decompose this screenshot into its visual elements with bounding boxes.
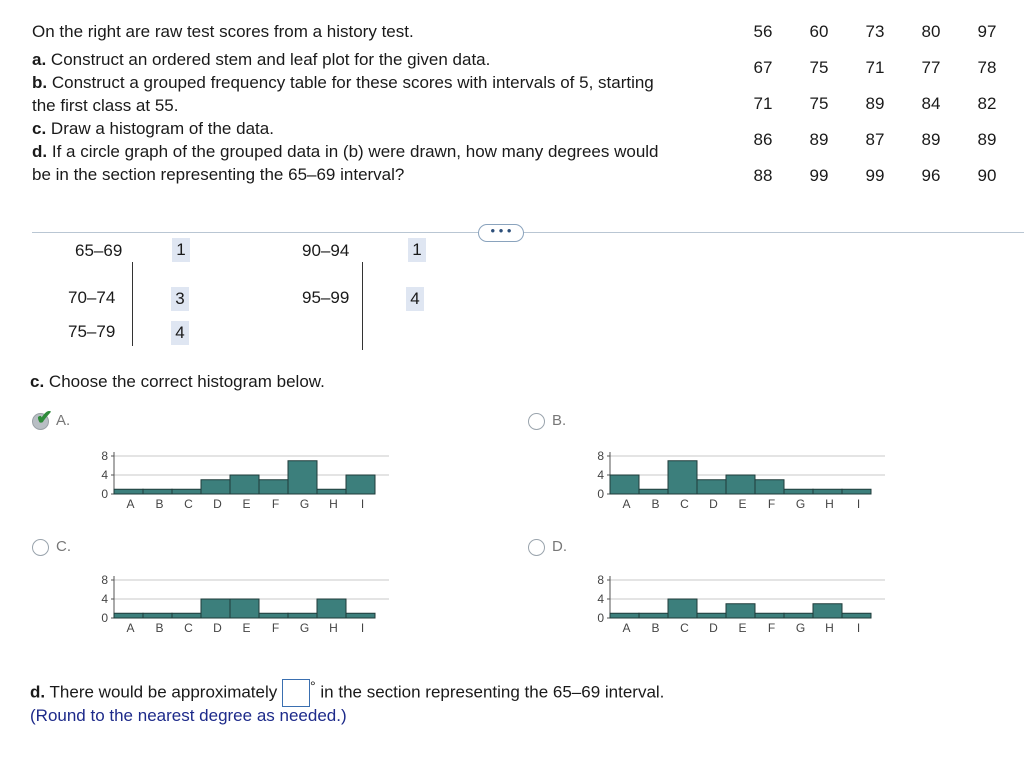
option-a-label: A.: [56, 412, 71, 429]
scores-row: [740, 22, 1020, 58]
x-category-label: A: [622, 497, 631, 511]
x-category-label: I: [360, 497, 365, 511]
score-cell: 82: [977, 94, 997, 113]
question-d-cont: be in the section representing the 65–69 interval?: [32, 165, 405, 184]
table-divider: [362, 262, 363, 350]
freq-value: 3: [171, 287, 189, 311]
histogram-bar: [259, 480, 288, 494]
freq-value: 4: [406, 287, 424, 311]
histogram-bar: [172, 613, 201, 618]
score-cell: 89: [865, 94, 885, 113]
histogram-bar: [813, 489, 842, 494]
x-category-label: A: [622, 621, 631, 635]
part-c-text: Choose the correct histogram below.: [48, 372, 325, 391]
freq-value: 4: [171, 321, 189, 345]
histogram-bar: [755, 480, 784, 494]
histogram-bar: [610, 475, 639, 494]
question-c-text: Draw a histogram of the data.: [50, 119, 274, 138]
score-cell: 99: [809, 166, 829, 185]
histogram-bar: [288, 613, 317, 618]
correct-check-icon: ✔: [36, 407, 53, 429]
x-category-label: E: [738, 621, 747, 635]
x-category-label: G: [795, 621, 806, 635]
freq-value: 1: [408, 238, 426, 262]
question-b: [32, 71, 654, 94]
question-d-label: d.: [32, 142, 48, 161]
score-cell: 99: [865, 166, 885, 185]
x-category-label: C: [680, 497, 689, 511]
y-tick-label: 8: [101, 449, 108, 463]
x-category-label: F: [767, 497, 776, 511]
degrees-answer-input[interactable]: [282, 679, 310, 707]
x-category-label: H: [825, 497, 834, 511]
question-d: [32, 140, 659, 163]
part-d-label: d.: [30, 682, 46, 702]
section-divider: [32, 232, 1024, 233]
y-tick-label: 4: [597, 592, 604, 606]
y-tick-label: 4: [101, 592, 108, 606]
expand-button[interactable]: • • •: [478, 224, 524, 242]
score-cell: 56: [753, 22, 773, 41]
x-category-label: E: [242, 621, 251, 635]
x-category-label: D: [709, 497, 718, 511]
freq-label: 70–74: [68, 288, 116, 307]
x-category-label: D: [213, 497, 222, 511]
histogram-bar: [842, 613, 871, 618]
x-category-label: H: [825, 621, 834, 635]
score-cell: 90: [977, 166, 997, 185]
clipped-table-row: [0, 240, 1024, 262]
freq-label: 95–99: [302, 288, 350, 307]
question-a: [32, 48, 490, 71]
x-category-label: I: [856, 621, 861, 635]
histogram-bar: [610, 613, 639, 618]
score-cell: 87: [865, 130, 885, 149]
option-d-radio[interactable]: [528, 539, 545, 556]
x-category-label: G: [299, 497, 310, 511]
histogram-bar: [230, 475, 259, 494]
option-c-radio[interactable]: [32, 539, 49, 556]
score-cell: 73: [865, 22, 885, 41]
question-d-text: If a circle graph of the grouped data in (b) were drawn, how many degrees would: [51, 142, 659, 161]
histogram-bar: [755, 613, 784, 618]
x-category-label: B: [651, 497, 660, 511]
histogram-bar: [813, 604, 842, 618]
score-cell: 89: [809, 130, 829, 149]
score-cell: 60: [809, 22, 829, 41]
part-d-line: [30, 676, 664, 707]
scores-row: [740, 130, 1020, 166]
freq-label: 75–79: [68, 322, 116, 341]
histogram-option-a[interactable]: [80, 440, 390, 530]
score-cell: 75: [809, 94, 829, 113]
x-category-label: E: [738, 497, 747, 511]
x-category-label: F: [271, 621, 280, 635]
histogram-bar: [697, 613, 726, 618]
x-category-label: G: [299, 621, 310, 635]
x-category-label: G: [795, 497, 806, 511]
histogram-bar: [317, 599, 346, 618]
x-category-label: E: [242, 497, 251, 511]
histogram-bar: [784, 489, 813, 494]
scores-row: [740, 58, 1020, 94]
score-cell: 75: [809, 58, 829, 77]
y-tick-label: 0: [101, 487, 108, 501]
histogram-bar: [668, 599, 697, 618]
histogram-bar: [143, 613, 172, 618]
histogram-bar: [668, 461, 697, 494]
score-cell: 89: [921, 130, 941, 149]
option-b-radio[interactable]: [528, 413, 545, 430]
histogram-bar: [114, 613, 143, 618]
question-b-cont: the first class at 55.: [32, 96, 179, 115]
score-cell: 97: [977, 22, 997, 41]
x-category-label: D: [213, 621, 222, 635]
histogram-bar: [230, 599, 259, 618]
histogram-bar: [346, 475, 375, 494]
x-category-label: F: [271, 497, 280, 511]
histogram-option-d[interactable]: [576, 564, 886, 654]
y-tick-label: 4: [101, 468, 108, 482]
score-cell: 67: [753, 58, 773, 77]
x-category-label: H: [329, 497, 338, 511]
question-b-label: b.: [32, 73, 48, 92]
scores-grid: [740, 22, 1020, 202]
x-category-label: A: [126, 621, 135, 635]
histogram-bar: [143, 489, 172, 494]
histogram-bar: [726, 604, 755, 618]
option-b-label: B.: [552, 412, 567, 429]
score-cell: 86: [753, 130, 773, 149]
x-category-label: H: [329, 621, 338, 635]
y-tick-label: 4: [597, 468, 604, 482]
part-d-after: in the section representing the 65–69 interval.: [320, 682, 665, 702]
table-divider: [132, 262, 133, 346]
histogram-bar: [346, 613, 375, 618]
x-category-label: I: [856, 497, 861, 511]
scores-row: [740, 166, 1020, 202]
question-a-label: a.: [32, 50, 47, 69]
histogram-bar: [172, 489, 201, 494]
x-category-label: B: [155, 621, 164, 635]
x-category-label: D: [709, 621, 718, 635]
histogram-bar: [259, 613, 288, 618]
histogram-bar: [784, 613, 813, 618]
score-cell: 89: [977, 130, 997, 149]
question-c-label: c.: [32, 119, 47, 138]
histogram-option-c[interactable]: [80, 564, 390, 654]
degree-symbol: °: [310, 679, 316, 695]
histogram-option-b[interactable]: [576, 440, 886, 530]
histogram-bar: [639, 489, 668, 494]
rounding-hint: (Round to the nearest degree as needed.): [30, 706, 347, 725]
question-intro: On the right are raw test scores from a history test.: [32, 22, 414, 41]
x-category-label: A: [126, 497, 135, 511]
score-cell: 84: [921, 94, 941, 113]
x-category-label: I: [360, 621, 365, 635]
score-cell: 80: [921, 22, 941, 41]
part-c-label: c.: [30, 372, 45, 391]
histogram-bar: [726, 475, 755, 494]
x-category-label: F: [767, 621, 776, 635]
histogram-bar: [317, 489, 346, 494]
question-a-text: Construct an ordered stem and leaf plot for the given data.: [50, 50, 491, 69]
x-category-label: B: [651, 621, 660, 635]
freq-value: 1: [172, 238, 190, 262]
score-cell: 71: [865, 58, 885, 77]
score-cell: 88: [753, 166, 773, 185]
score-cell: 77: [921, 58, 941, 77]
score-cell: 71: [753, 94, 773, 113]
score-cell: 96: [921, 166, 941, 185]
y-tick-label: 8: [597, 573, 604, 587]
score-cell: 78: [977, 58, 997, 77]
histogram-bar: [842, 489, 871, 494]
histogram-bar: [288, 461, 317, 494]
question-b-text: Construct a grouped frequency table for these scores with intervals of 5, starting: [51, 73, 654, 92]
x-category-label: C: [680, 621, 689, 635]
x-category-label: C: [184, 621, 193, 635]
y-tick-label: 8: [101, 573, 108, 587]
histogram-bar: [114, 489, 143, 494]
y-tick-label: 0: [597, 611, 604, 625]
option-c-label: C.: [56, 538, 71, 555]
freq-label: 90–94: [302, 241, 350, 260]
y-tick-label: 8: [597, 449, 604, 463]
x-category-label: C: [184, 497, 193, 511]
option-d-label: D.: [552, 538, 567, 555]
part-c-prompt: [30, 370, 325, 393]
scores-row: [740, 94, 1020, 130]
y-tick-label: 0: [597, 487, 604, 501]
x-category-label: B: [155, 497, 164, 511]
part-d-before: There would be approximately: [49, 682, 278, 702]
histogram-bar: [201, 480, 230, 494]
histogram-bar: [697, 480, 726, 494]
histogram-bar: [201, 599, 230, 618]
freq-label: 65–69: [75, 241, 123, 260]
histogram-bar: [639, 613, 668, 618]
question-c: [32, 117, 274, 140]
y-tick-label: 0: [101, 611, 108, 625]
